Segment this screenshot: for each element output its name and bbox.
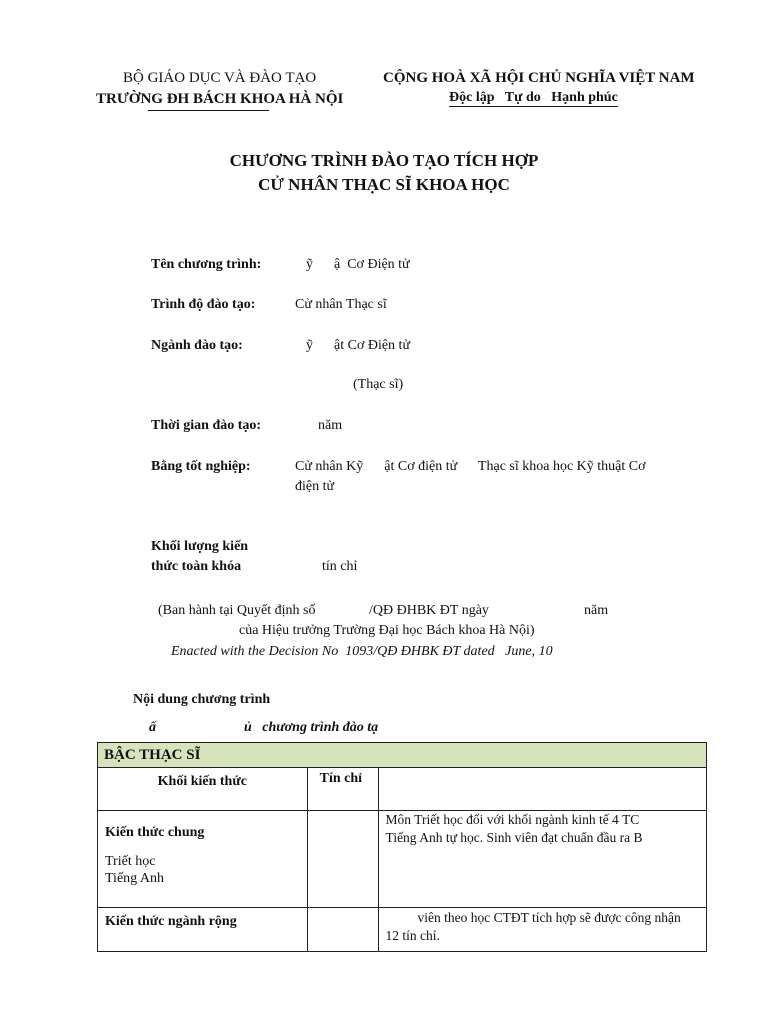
cell-note [378, 908, 706, 952]
table-row [98, 811, 707, 908]
degree-value-line1: Cử nhân Kỹ ật Cơ điện tử Thạc sĩ khoa học Kỹ thuật Cơ [295, 459, 646, 474]
row-sub-item: Tiếng Anh [105, 871, 165, 886]
content-subheading-a: ấ [149, 720, 156, 735]
row-note-line: viên theo học CTĐT tích hợp sẽ được công nhận [417, 910, 681, 925]
table-header-knowledge [98, 768, 308, 811]
header-credits-label: Tín chỉ [319, 771, 363, 786]
major-value: ỹ ật Cơ Điện tử [306, 338, 411, 353]
program-name-label: Tên chương trình: [151, 257, 262, 272]
credits-value: tín chỉ [322, 559, 358, 574]
row-note-line: Tiếng Anh tự học. Sinh viên đạt chuẩn đầu ra B [385, 830, 643, 845]
table-row [98, 908, 707, 952]
content-heading: Nội dung chương trình [133, 692, 271, 707]
cell-note [378, 811, 706, 908]
degree-value-line2: điện tử [295, 479, 335, 494]
cell-credits [307, 908, 378, 952]
ministry-name: BỘ GIÁO DỤC VÀ ĐÀO TẠO [123, 70, 317, 86]
row-sub-item: Triết học [105, 854, 156, 869]
major-note: (Thạc sĩ) [353, 377, 404, 392]
duration-value: năm [318, 418, 343, 433]
document-title-line1: CHƯƠNG TRÌNH ĐÀO TẠO TÍCH HỢP [229, 151, 539, 170]
major-label: Ngành đào tạo: [151, 338, 243, 353]
level-value: Cử nhân Thạc sĩ [295, 297, 387, 312]
duration-label: Thời gian đào tạo: [151, 418, 262, 433]
cell-credits [307, 811, 378, 908]
decision-text-b: /QĐ ĐHBK ĐT ngày [369, 603, 489, 618]
table-header-credits [307, 768, 378, 811]
row-knowledge-label: Kiến thức ngành rộng [105, 914, 237, 929]
decision-text-a: (Ban hành tại Quyết định số [158, 603, 316, 618]
row-note-line: Môn Triết học đối với khối ngành kinh tế 4 TC [385, 812, 640, 827]
university-underline [148, 110, 269, 111]
republic-name: CỘNG HOÀ XÃ HỘI CHỦ NGHĨA VIỆT NAM [383, 70, 695, 86]
table-header-notes [378, 768, 706, 811]
row-knowledge-label: Kiến thức chung [105, 825, 205, 840]
decision-text-line2: của Hiệu trưởng Trường Đại học Bách khoa Hà Nội) [239, 623, 535, 638]
row-note-line: 12 tín chỉ. [385, 928, 440, 943]
credits-label-line2: thức toàn khóa [151, 559, 242, 574]
table-section-title: BẬC THẠC SĨ [98, 743, 707, 768]
degree-label: Bằng tốt nghiệp: [151, 459, 251, 474]
decision-english: Enacted with the Decision No 1093/QĐ ĐHBK ĐT dated June, 10 [171, 644, 553, 659]
university-name: TRƯỜNG ĐH BÁCH KHOA HÀ NỘI [96, 91, 344, 107]
document-title-line2: CỬ NHÂN THẠC SĨ KHOA HỌC [258, 175, 510, 194]
motto: Độc lập Tự do Hạnh phúc [449, 90, 618, 105]
level-label: Trình độ đào tạo: [151, 297, 256, 312]
credits-label-line1: Khối lượng kiến [151, 539, 249, 554]
cell-knowledge [98, 908, 308, 952]
structure-table [97, 742, 707, 952]
cell-knowledge [98, 811, 308, 908]
content-subheading-b: ủ chương trình đào tạ [244, 720, 379, 735]
header-knowledge-label: Khối kiến thức [157, 774, 247, 789]
program-name-value: ỹ ậ Cơ Điện tử [306, 257, 410, 272]
decision-text-c: năm [584, 603, 609, 618]
